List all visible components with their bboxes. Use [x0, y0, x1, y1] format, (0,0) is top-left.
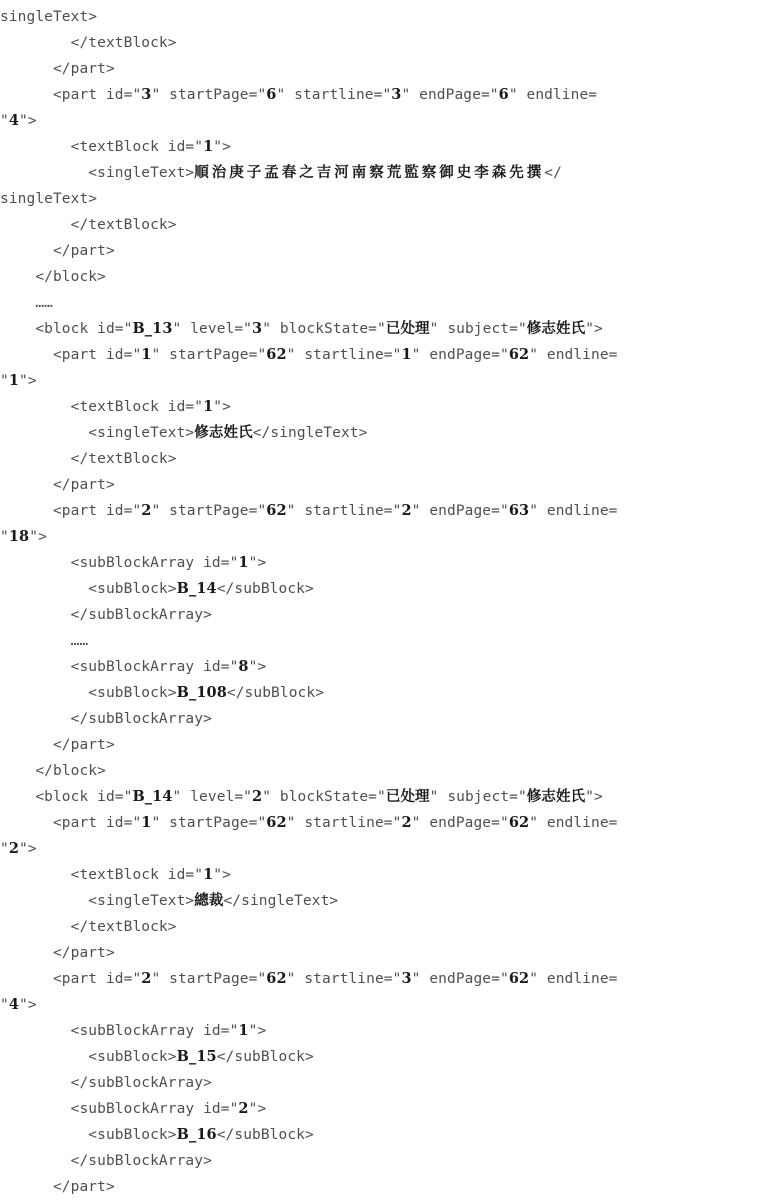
code-value: 62 [508, 970, 530, 987]
code-markup: "> [248, 555, 267, 571]
code-value: 4 [8, 112, 20, 129]
code-line [0, 940, 115, 966]
code-markup: </part> [0, 243, 115, 259]
code-line [0, 758, 106, 784]
code-line [0, 394, 231, 420]
code-line [0, 1070, 212, 1096]
code-line [0, 446, 177, 472]
code-markup: </part> [0, 737, 115, 753]
code-markup: " endPage=" [411, 815, 509, 831]
code-markup: </part> [0, 1179, 115, 1195]
code-value: B_108 [176, 684, 227, 701]
code-value: 1 [141, 346, 152, 363]
code-markup: "> [585, 789, 603, 805]
code-markup: " startline=" [286, 815, 402, 831]
code-line [0, 212, 177, 238]
code-markup: <subBlock> [0, 581, 177, 597]
code-value: 3 [391, 86, 402, 103]
code-line [0, 888, 338, 914]
code-markup: </subBlock> [216, 581, 314, 597]
code-line [0, 732, 115, 758]
code-markup: <singleText> [0, 165, 195, 181]
code-line [0, 264, 106, 290]
code-markup: </textBlock> [0, 35, 177, 51]
code-markup: <subBlockArray id=" [0, 1101, 239, 1117]
code-line [0, 706, 212, 732]
code-value: 62 [266, 346, 287, 363]
code-markup: <subBlockArray id=" [0, 555, 239, 571]
code-line [0, 290, 53, 316]
code-line [0, 784, 603, 810]
code-markup: <textBlock id=" [0, 139, 204, 155]
code-markup: " [0, 841, 9, 857]
code-markup: " level=" [172, 789, 253, 805]
code-markup: " endline= [529, 503, 618, 519]
code-line [0, 550, 266, 576]
code-markup: <singleText> [0, 425, 195, 441]
code-markup: <singleText> [0, 893, 195, 909]
code-line [0, 1148, 212, 1174]
code-markup: " [0, 373, 9, 389]
code-line [0, 992, 37, 1018]
code-value: 6 [266, 86, 277, 103]
code-markup: " startPage=" [151, 87, 267, 103]
code-markup: </block> [0, 763, 106, 779]
code-markup: "> [213, 867, 231, 883]
code-markup: "> [248, 1023, 267, 1039]
code-value: B_16 [176, 1126, 217, 1143]
code-value: 18 [8, 528, 30, 545]
code-markup: </part> [0, 61, 115, 77]
code-line [0, 524, 47, 550]
code-markup: "> [585, 321, 603, 337]
code-value: 已处理 [385, 788, 430, 805]
code-markup: </singleText> [252, 425, 368, 441]
code-markup: </subBlock> [226, 685, 325, 701]
code-value: 順治庚子孟春之吉河南察荒監察御史李森先撰 [194, 164, 545, 181]
code-value: 4 [8, 996, 20, 1013]
code-markup: </textBlock> [0, 217, 177, 233]
code-markup: </subBlock> [216, 1049, 314, 1065]
code-value: 2 [141, 502, 152, 519]
code-line [0, 420, 367, 446]
code-markup: <subBlock> [0, 685, 177, 701]
code-value: 1 [238, 1022, 249, 1039]
code-value: 62 [266, 970, 287, 987]
code-value: 62 [508, 346, 530, 363]
code-markup: " subject=" [429, 789, 527, 805]
code-value: B_14 [176, 580, 217, 597]
code-value: 3 [401, 970, 412, 987]
code-value: 2 [401, 814, 412, 831]
code-line [0, 628, 88, 654]
code-markup: "> [19, 997, 37, 1013]
code-line [0, 914, 177, 940]
code-value: B_15 [176, 1048, 217, 1065]
code-markup: </part> [0, 945, 115, 961]
code-line [0, 498, 618, 524]
code-markup: </subBlockArray> [0, 711, 212, 727]
code-markup: " endline= [529, 347, 618, 363]
code-value: 2 [238, 1100, 249, 1117]
code-markup: …… [0, 295, 53, 311]
code-markup: <block id=" [0, 321, 133, 337]
code-line [0, 56, 115, 82]
code-markup: " endPage=" [411, 347, 509, 363]
code-markup: " [0, 997, 9, 1013]
code-markup: " endline= [508, 87, 598, 103]
code-markup: " endPage=" [411, 503, 509, 519]
code-value: 3 [141, 86, 152, 103]
code-markup: <subBlockArray id=" [0, 659, 239, 675]
code-markup: " startPage=" [151, 347, 267, 363]
code-markup: <subBlock> [0, 1049, 177, 1065]
code-markup: </subBlockArray> [0, 1153, 212, 1169]
code-markup: " startPage=" [151, 503, 267, 519]
code-markup: <subBlockArray id=" [0, 1023, 239, 1039]
code-markup: <textBlock id=" [0, 867, 204, 883]
code-markup: " endPage=" [411, 971, 509, 987]
code-value: 已处理 [385, 320, 430, 337]
code-markup: </block> [0, 269, 106, 285]
code-markup: "> [213, 139, 231, 155]
code-line [0, 368, 37, 394]
code-value: 2 [141, 970, 152, 987]
code-line [0, 862, 231, 888]
code-markup: " startPage=" [151, 971, 267, 987]
code-line [0, 602, 212, 628]
code-markup: </subBlock> [216, 1127, 314, 1143]
code-markup: " startline=" [286, 347, 402, 363]
code-markup: " blockState=" [262, 789, 386, 805]
code-value: 1 [141, 814, 152, 831]
code-value: 2 [252, 788, 263, 805]
code-line [0, 680, 324, 706]
code-value: 1 [203, 866, 214, 883]
code-value: 6 [498, 86, 509, 103]
code-value: 1 [203, 398, 214, 415]
code-line [0, 342, 618, 368]
code-markup: " level=" [172, 321, 253, 337]
code-line [0, 1122, 314, 1148]
code-line [0, 186, 97, 212]
code-markup: </subBlockArray> [0, 1075, 212, 1091]
code-line [0, 82, 597, 108]
code-markup: <textBlock id=" [0, 399, 204, 415]
code-line [0, 316, 603, 342]
code-line [0, 30, 177, 56]
code-line [0, 1174, 115, 1200]
code-value: 8 [238, 658, 249, 675]
code-value: 62 [266, 502, 287, 519]
code-markup: <subBlock> [0, 1127, 177, 1143]
code-value: 2 [8, 840, 20, 857]
code-markup: " endPage=" [401, 87, 499, 103]
code-value: 1 [238, 554, 249, 571]
code-markup: <part id=" [0, 971, 142, 987]
code-value: B_13 [132, 320, 173, 337]
code-value: 62 [508, 814, 530, 831]
code-line [0, 654, 266, 680]
code-line [0, 810, 618, 836]
code-markup: <part id=" [0, 503, 142, 519]
code-line [0, 238, 115, 264]
code-line [0, 966, 618, 992]
code-markup: " subject=" [429, 321, 527, 337]
code-markup: <part id=" [0, 815, 142, 831]
code-markup: " blockState=" [262, 321, 386, 337]
code-line [0, 836, 37, 862]
code-markup: </part> [0, 477, 115, 493]
code-markup: </ [544, 165, 562, 181]
code-markup: " startline=" [276, 87, 392, 103]
code-line [0, 472, 115, 498]
code-markup: "> [19, 113, 37, 129]
code-value: 62 [266, 814, 287, 831]
code-markup: "> [248, 659, 267, 675]
code-markup: "> [213, 399, 231, 415]
code-markup: "> [19, 841, 37, 857]
code-markup: singleText> [0, 9, 98, 25]
code-markup: <part id=" [0, 347, 142, 363]
code-markup: " endline= [529, 971, 618, 987]
code-markup: "> [29, 529, 47, 545]
code-markup: …… [0, 633, 89, 649]
code-value: 修志姓氏 [526, 320, 586, 337]
code-markup: </textBlock> [0, 919, 177, 935]
code-markup: </textBlock> [0, 451, 177, 467]
code-markup: "> [19, 373, 37, 389]
code-value: 修志姓氏 [194, 424, 253, 441]
code-value: 3 [252, 320, 263, 337]
code-markup: " endline= [529, 815, 618, 831]
code-markup: <block id=" [0, 789, 133, 805]
code-value: 1 [203, 138, 214, 155]
code-line [0, 108, 37, 134]
code-line [0, 1096, 266, 1122]
code-markup: " startPage=" [151, 815, 267, 831]
code-line [0, 1018, 266, 1044]
code-markup: singleText> [0, 191, 98, 207]
code-markup: " startline=" [286, 971, 402, 987]
code-value: 總裁 [194, 892, 224, 909]
code-value: 修志姓氏 [526, 788, 586, 805]
code-markup: " [0, 529, 9, 545]
code-markup: " [0, 113, 9, 129]
code-markup: </subBlockArray> [0, 607, 212, 623]
code-value: 1 [8, 372, 20, 389]
code-line [0, 160, 562, 186]
code-markup: " startline=" [286, 503, 402, 519]
code-markup: </singleText> [223, 893, 339, 909]
code-line [0, 576, 314, 602]
code-value: 63 [508, 502, 530, 519]
code-value: 2 [401, 502, 412, 519]
code-markup: <part id=" [0, 87, 142, 103]
code-value: 1 [401, 346, 412, 363]
code-line [0, 134, 231, 160]
code-line [0, 1044, 314, 1070]
code-markup: "> [248, 1101, 267, 1117]
code-value: B_14 [132, 788, 173, 805]
code-line [0, 4, 97, 30]
